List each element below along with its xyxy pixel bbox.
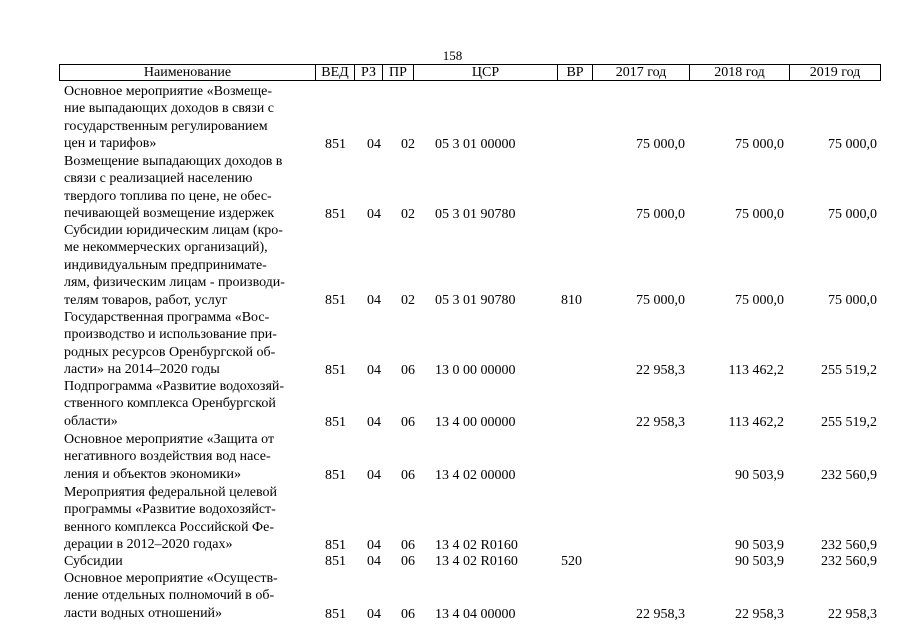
header-vr: ВР <box>557 65 592 80</box>
row-y2018: 113 462,2 <box>728 414 784 430</box>
header-csr: ЦСР <box>413 65 557 80</box>
row-rz: 04 <box>367 414 381 430</box>
row-y2018: 22 958,3 <box>735 606 784 622</box>
row-y2019: 232 560,9 <box>821 537 877 553</box>
table-row <box>0 553 905 570</box>
row-ved: 851 <box>325 136 346 152</box>
row-csr: 13 4 02 00000 <box>435 467 516 483</box>
table-header <box>59 64 881 81</box>
row-rz: 04 <box>367 136 381 152</box>
row-pr: 06 <box>401 537 415 553</box>
row-rz: 04 <box>367 292 381 308</box>
row-pr: 06 <box>401 553 415 569</box>
row-y2019: 75 000,0 <box>828 206 877 222</box>
row-y2019: 255 519,2 <box>821 362 877 378</box>
row-name: Возмещение выпадающих доходов в связи с реализацией населению твердого топлива по цене, не обес- печивающей возмещение издержек <box>64 154 283 222</box>
table-row <box>0 431 905 484</box>
row-pr: 06 <box>401 467 415 483</box>
row-y2017: 75 000,0 <box>636 136 685 152</box>
row-name: Основное мероприятие «Осуществ- ление отдельных полномочий в об- ласти водных отношений» <box>64 571 278 621</box>
row-vr: 810 <box>561 292 582 308</box>
row-ved: 851 <box>325 553 346 569</box>
row-ved: 851 <box>325 206 346 222</box>
row-rz: 04 <box>367 606 381 622</box>
row-y2018: 90 503,9 <box>735 553 784 569</box>
row-csr: 13 4 04 00000 <box>435 606 516 622</box>
row-y2017: 22 958,3 <box>636 606 685 622</box>
table-row <box>0 222 905 309</box>
header-rz: РЗ <box>354 65 382 80</box>
row-y2018: 113 462,2 <box>728 362 784 378</box>
row-y2019: 232 560,9 <box>821 467 877 483</box>
row-name: Мероприятия федеральной целевой программы «Развитие водохозяйст- венного комплекса Российской Фе- дерации в 2012–2020 годах» <box>64 485 277 553</box>
row-csr: 05 3 01 90780 <box>435 206 516 222</box>
row-y2017: 22 958,3 <box>636 414 685 430</box>
row-pr: 02 <box>401 292 415 308</box>
row-y2018: 75 000,0 <box>735 206 784 222</box>
row-y2018: 90 503,9 <box>735 467 784 483</box>
row-y2017: 75 000,0 <box>636 292 685 308</box>
row-ved: 851 <box>325 467 346 483</box>
header-pr: ПР <box>382 65 413 80</box>
header-name: Наименование <box>143 65 232 80</box>
row-ved: 851 <box>325 362 346 378</box>
row-y2019: 75 000,0 <box>828 136 877 152</box>
row-name: Субсидии юридическим лицам (кро- ме некоммерческих организаций), индивидуальным предпринимате- лям, физическим лицам - производи- телям товаров, работ, услуг <box>64 223 285 308</box>
header-2019: 2019 год <box>789 65 880 80</box>
row-pr: 02 <box>401 136 415 152</box>
row-ved: 851 <box>325 537 346 553</box>
row-csr: 13 4 00 00000 <box>435 414 516 430</box>
row-pr: 02 <box>401 206 415 222</box>
row-name: Основное мероприятие «Возмеще- ние выпадающих доходов в связи с государственным регулированием цен и тарифов» <box>64 84 274 152</box>
row-ved: 851 <box>325 606 346 622</box>
row-y2017: 75 000,0 <box>636 206 685 222</box>
row-pr: 06 <box>401 606 415 622</box>
row-csr: 05 3 01 00000 <box>435 136 516 152</box>
row-ved: 851 <box>325 414 346 430</box>
row-y2019: 22 958,3 <box>828 606 877 622</box>
table-row <box>0 378 905 431</box>
table-row <box>0 153 905 223</box>
row-rz: 04 <box>367 206 381 222</box>
row-rz: 04 <box>367 537 381 553</box>
header-2017: 2017 год <box>592 65 689 80</box>
row-pr: 06 <box>401 414 415 430</box>
table-row <box>0 570 905 623</box>
row-csr: 13 4 02 R0160 <box>435 537 518 553</box>
row-y2019: 255 519,2 <box>821 414 877 430</box>
row-ved: 851 <box>325 292 346 308</box>
header-2018: 2018 год <box>689 65 789 80</box>
row-name: Субсидии <box>64 554 123 569</box>
row-csr: 13 0 00 00000 <box>435 362 516 378</box>
row-name: Государственная программа «Вос- производство и использование при- родных ресурсов Оренбургской об- ласти» на 2014–2020 годы <box>64 310 277 378</box>
row-vr: 520 <box>561 553 582 569</box>
row-pr: 06 <box>401 362 415 378</box>
row-name: Подпрограмма «Развитие водохозяй- ственного комплекса Оренбургской области» <box>64 379 285 429</box>
header-ved: ВЕД <box>315 65 354 80</box>
table-row <box>0 309 905 379</box>
row-y2017: 22 958,3 <box>636 362 685 378</box>
row-rz: 04 <box>367 467 381 483</box>
row-csr: 05 3 01 90780 <box>435 292 516 308</box>
row-rz: 04 <box>367 362 381 378</box>
row-rz: 04 <box>367 553 381 569</box>
table-row <box>0 484 905 554</box>
row-y2018: 75 000,0 <box>735 292 784 308</box>
row-y2019: 75 000,0 <box>828 292 877 308</box>
table-row <box>0 83 905 153</box>
row-name: Основное мероприятие «Защита от негативного воздействия вод насе- ления и объектов экономики» <box>64 432 275 482</box>
row-csr: 13 4 02 R0160 <box>435 553 518 569</box>
row-y2018: 90 503,9 <box>735 537 784 553</box>
page-number: 158 <box>442 48 463 63</box>
row-y2019: 232 560,9 <box>821 553 877 569</box>
row-y2018: 75 000,0 <box>735 136 784 152</box>
